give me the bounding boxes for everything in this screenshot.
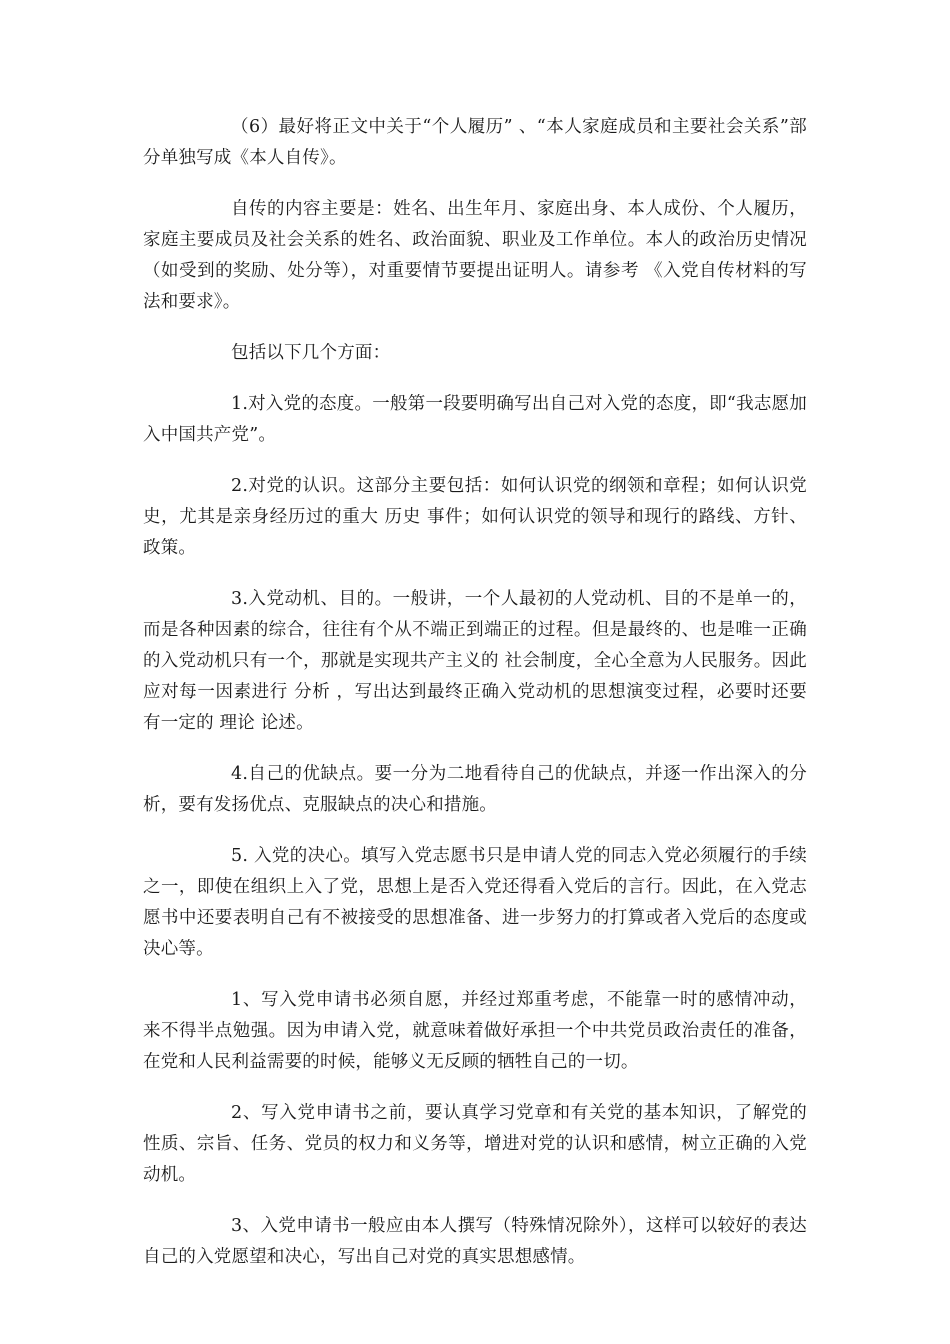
- paragraph-determination: 5. 入党的决心。填写入党志愿书只是申请人党的同志入党必须履行的手续之一，即使在组织上入了党，思想上是否入党还得看入党后的言行。因此，在入党志愿书中还要表明自己有不被接受的思想准备、进一步努力的打算或者入党后的态度或决心等。: [143, 846, 807, 959]
- paragraph-understanding: 2.对党的认识。这部分主要包括：如何认识党的纲领和章程；如何认识党史，尤其是亲身经历过的重大 历史 事件；如何认识党的领导和现行的路线、方针、政策。: [143, 476, 807, 558]
- paragraph-motivation: 3.入党动机、目的。一般讲，一个人最初的人党动机、目的不是单一的，而是各种因素的综合，往往有个从不端正到端正的过程。但是最终的、也是唯一正确的入党动机只有一个，那就是实现共产主义的 社会制度，全心全意为人民服务。因此应对每一因素进行 分析 ，写出达到最终正确入党动机的思想演变过程，必要时还要有一定的 理论 论述。: [143, 589, 807, 733]
- paragraph-study: 2、写入党申请书之前，要认真学习党章和有关党的基本知识，了解党的性质、宗旨、任务、党员的权力和义务等，增进对党的认识和感情，树立正确的入党动机。: [143, 1103, 807, 1185]
- paragraph-autobiography-content: 自传的内容主要是：姓名、出生年月、家庭出身、本人成份、个人履历，家庭主要成员及社会关系的姓名、政治面貌、职业及工作单位。本人的政治历史情况（如受到的奖励、处分等），对重要情节要提出证明人。请参考 《入党自传材料的写法和要求》。: [143, 199, 807, 312]
- paragraph-authorship: 3、入党申请书一般应由本人撰写（特殊情况除外），这样可以较好的表达自己的入党愿望和决心，写出自己对党的真实思想感情。: [143, 1216, 807, 1267]
- paragraph-voluntary: 1、写入党申请书必须自愿，并经过郑重考虑，不能靠一时的感情冲动，来不得半点勉强。因为申请入党，就意味着做好承担一个中共党员政治责任的准备，在党和人民利益需要的时候，能够义无反顾的牺牲自己的一切。: [143, 990, 807, 1072]
- document-body: [143, 112, 807, 1293]
- paragraph-aspects-intro: 包括以下几个方面：: [231, 343, 391, 363]
- paragraph-strengths-weaknesses: 4.自己的优缺点。要一分为二地看待自己的优缺点，并逐一作出深入的分析，要有发扬优点、克服缺点的决心和措施。: [143, 764, 807, 815]
- paragraph-attitude: 1.对入党的态度。一般第一段要明确写出自己对入党的态度，即“我志愿加入中国共产党”。: [143, 394, 807, 445]
- paragraph-autobiography-note: （6）最好将正文中关于“个人履历” 、“本人家庭成员和主要社会关系”部分单独写成《本人自传》。: [143, 117, 807, 168]
